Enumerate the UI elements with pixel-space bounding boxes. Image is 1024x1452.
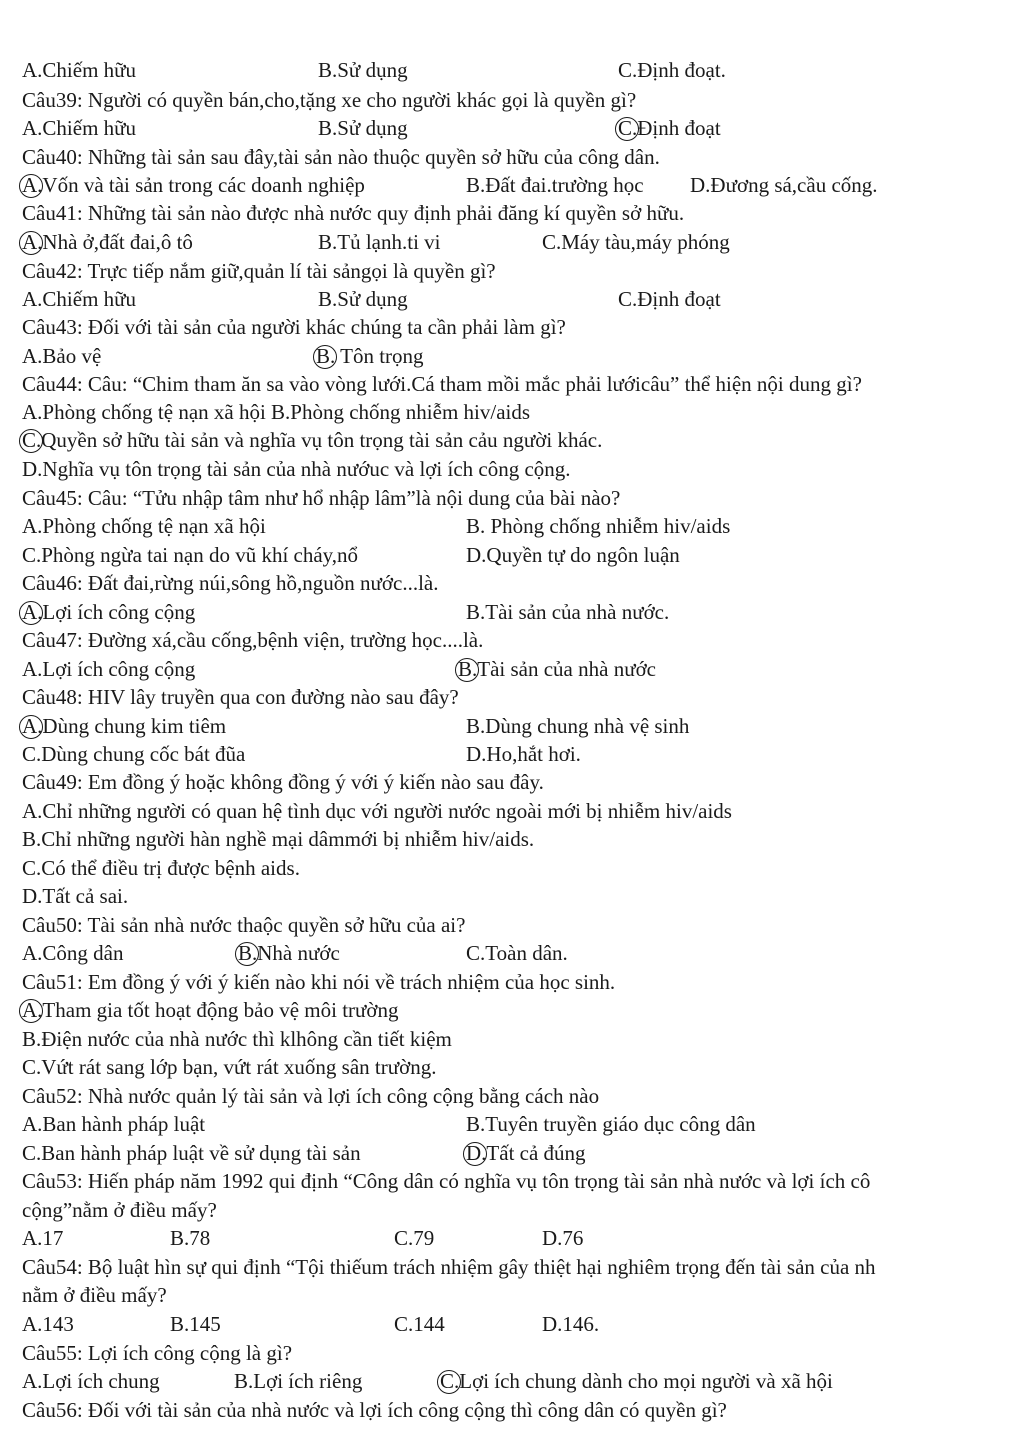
option-c: C.Máy tàu,máy phóng xyxy=(542,230,730,254)
option-a: A.Chiếm hữu xyxy=(22,58,137,82)
answer-row-q39 xyxy=(0,114,1024,142)
question-text: Câu43: Đối với tài sản của người khác chúng ta cần phải làm gì? xyxy=(22,315,566,339)
answer-row-q52-ab xyxy=(0,1110,1024,1138)
question-text: Câu42: Trực tiếp nắm giữ,quản lí tài sảngọi là quyền gì? xyxy=(22,259,496,283)
question-47 xyxy=(0,626,1024,654)
answer-row-q51-c xyxy=(0,1053,1024,1081)
option-b: B.Chỉ những người hàn nghề mại dâmmới bị nhiễm hiv/aids. xyxy=(22,827,535,851)
question-48 xyxy=(0,683,1024,711)
question-43 xyxy=(0,313,1024,341)
question-40 xyxy=(0,143,1024,171)
option-c: C.144 xyxy=(394,1312,445,1336)
option-b: B.Lợi ích riêng xyxy=(234,1369,363,1393)
option-d: D.Ho,hắt hơi. xyxy=(466,742,581,766)
option-a: A.Chiếm hữu xyxy=(22,287,137,311)
answer-row-q43 xyxy=(0,342,1024,370)
question-text: Câu56: Đối với tài sản của nhà nước và lợi ích công cộng thì công dân có quyền gì? xyxy=(22,1398,727,1422)
option-c-circled: C.Quyền sở hữu tài sản và nghĩa vụ tôn trọng tài sản cảu người khác. xyxy=(22,428,603,452)
option-b-circled: B.Tài sản của nhà nước xyxy=(458,657,657,681)
option-c: C.Có thể điều trị được bệnh aids. xyxy=(22,856,300,880)
question-text: Câu52: Nhà nước quản lý tài sản và lợi ích công cộng bằng cách nào xyxy=(22,1084,600,1108)
question-41 xyxy=(0,199,1024,227)
answer-row-q49-c xyxy=(0,854,1024,882)
question-text: Câu45: Câu: “Tửu nhập tâm như hổ nhập lâm”là nội dung của bài nào? xyxy=(22,486,621,510)
option-b: B.Tuyên truyền giáo dục công dân xyxy=(466,1112,756,1136)
answer-row-q48-ab xyxy=(0,712,1024,740)
question-text-cont: nằm ở điều mấy? xyxy=(22,1283,167,1307)
question-52 xyxy=(0,1082,1024,1110)
answer-row-q42 xyxy=(0,285,1024,313)
question-text: Câu47: Đường xá,cầu cống,bệnh viện, trường học....là. xyxy=(22,628,484,652)
answer-row-q41 xyxy=(0,228,1024,256)
option-a-circled: A.Lợi ích công cộng xyxy=(22,600,196,624)
question-56 xyxy=(0,1396,1024,1424)
question-53 xyxy=(0,1167,1024,1195)
option-b: B.Tài sản của nhà nước. xyxy=(466,600,670,624)
question-text: Câu48: HIV lây truyền qua con đường nào sau đây? xyxy=(22,685,459,709)
question-text: Câu49: Em đồng ý hoặc không đồng ý với ý kiến nào sau đây. xyxy=(22,770,544,794)
answer-row-q45-cd xyxy=(0,541,1024,569)
option-b: B.Dùng chung nhà vệ sinh xyxy=(466,714,690,738)
question-text: Câu46: Đất đai,rừng núi,sông hồ,nguồn nước...là. xyxy=(22,571,439,595)
option-c: C.Phòng ngừa tai nạn do vũ khí cháy,nổ xyxy=(22,543,359,567)
option-d: D.Nghĩa vụ tôn trọng tài sản của nhà nướuc và lợi ích công cộng. xyxy=(22,457,571,481)
option-d: D.Quyền tự do ngôn luận xyxy=(466,543,680,567)
answer-row-q51-b xyxy=(0,1025,1024,1053)
question-49 xyxy=(0,768,1024,796)
question-text: Câu55: Lợi ích công cộng là gì? xyxy=(22,1341,293,1365)
option-a: A.143 xyxy=(22,1312,74,1336)
option-c: C.Ban hành pháp luật về sử dụng tài sản xyxy=(22,1141,361,1165)
question-39 xyxy=(0,86,1024,114)
option-d: D.146. xyxy=(542,1312,600,1336)
question-53-cont xyxy=(0,1196,1024,1224)
option-a: A.Lợi ích công cộng xyxy=(22,657,196,681)
answer-row-q51-a xyxy=(0,996,1024,1024)
option-b: B.Đất đai.trường học xyxy=(466,173,644,197)
option-a-circled: A.Tham gia tốt hoạt động bảo vệ môi trường xyxy=(22,998,399,1022)
option-a: A.Chỉ những người có quan hệ tình dục với người nước ngoài mới bị nhiễm hiv/aids xyxy=(22,799,732,823)
question-text: Câu39: Người có quyền bán,cho,tặng xe cho người khác gọi là quyền gì? xyxy=(22,88,637,112)
option-b: B.Sử dụng xyxy=(318,58,408,82)
answer-row-q44-ab xyxy=(0,398,1024,426)
option-d: D.Tất cả sai. xyxy=(22,884,129,908)
answer-row-q53 xyxy=(0,1224,1024,1252)
option-a: A.Công dân xyxy=(22,941,124,965)
question-55 xyxy=(0,1339,1024,1367)
option-a: A.17 xyxy=(22,1226,64,1250)
option-b: B.145 xyxy=(170,1312,221,1336)
answer-row-q38 xyxy=(0,56,1024,84)
question-text: Câu40: Những tài sản sau đây,tài sản nào thuộc quyền sở hữu của công dân. xyxy=(22,145,660,169)
option-c: C.Toàn dân. xyxy=(466,941,568,965)
answer-row-q45-ab xyxy=(0,512,1024,540)
answer-row-q52-cd xyxy=(0,1139,1024,1167)
question-54 xyxy=(0,1253,1024,1281)
answer-row-q46 xyxy=(0,598,1024,626)
option-b: B.Tủ lạnh.ti vi xyxy=(318,230,441,254)
answer-row-q49-a xyxy=(0,797,1024,825)
option-a-b: A.Phòng chống tệ nạn xã hội B.Phòng chống nhiễm hiv/aids xyxy=(22,400,531,424)
option-d: D.76 xyxy=(542,1226,584,1250)
answer-row-q40 xyxy=(0,171,1024,199)
question-54-cont xyxy=(0,1281,1024,1309)
option-c: C.Vứt rát sang lớp bạn, vứt rát xuống sân trường. xyxy=(22,1055,437,1079)
question-text-cont: cộng”nằm ở điều mấy? xyxy=(22,1198,217,1222)
answer-row-q55 xyxy=(0,1367,1024,1395)
option-a-circled: A.Nhà ở,đất đai,ô tô xyxy=(22,230,193,254)
question-text: Câu51: Em đồng ý với ý kiến nào khi nói về trách nhiệm của học sinh. xyxy=(22,970,616,994)
option-d: D.Đương sá,cầu cống. xyxy=(690,173,878,197)
option-c-circled: C.Định đoạt xyxy=(618,116,721,140)
answer-row-q50 xyxy=(0,939,1024,967)
option-a-circled: A.Dùng chung kim tiêm xyxy=(22,714,227,738)
question-45 xyxy=(0,484,1024,512)
option-a: A.Ban hành pháp luật xyxy=(22,1112,206,1136)
option-c-circled: C.Lợi ích chung dành cho mọi người và xã hội xyxy=(440,1369,833,1393)
answer-row-q44-d xyxy=(0,455,1024,483)
option-a: A.Phòng chống tệ nạn xã hội xyxy=(22,514,266,538)
question-text: Câu50: Tài sản nhà nước thaộc quyền sở hữu của ai? xyxy=(22,913,466,937)
question-text: Câu53: Hiến pháp năm 1992 qui định “Công dân có nghĩa vụ tôn trọng tài sản nhà nước và lợi ích cô xyxy=(22,1169,871,1193)
option-c: C.Dùng chung cốc bát đũa xyxy=(22,742,246,766)
option-a: A.Bảo vệ xyxy=(22,344,102,368)
answer-row-q49-b xyxy=(0,825,1024,853)
option-d-circled: D.Tất cả đúng xyxy=(466,1141,586,1165)
option-a: A.Lợi ích chung xyxy=(22,1369,160,1393)
question-44 xyxy=(0,370,1024,398)
answer-row-q49-d xyxy=(0,882,1024,910)
option-c: C.79 xyxy=(394,1226,435,1250)
option-a: A.Chiếm hữu xyxy=(22,116,137,140)
option-b: B.Điện nước của nhà nước thì klhông cần tiết kiệm xyxy=(22,1027,452,1051)
option-b-circled: B.Nhà nước xyxy=(238,941,340,965)
answer-row-q54 xyxy=(0,1310,1024,1338)
answer-row-q44-c xyxy=(0,426,1024,454)
option-c: C.Định đoạt. xyxy=(618,58,726,82)
option-c: C.Định đoạt xyxy=(618,287,721,311)
question-51 xyxy=(0,968,1024,996)
question-text: Câu44: Câu: “Chim tham ăn sa vào vòng lưới.Cá tham mồi mắc phải lướicâu” thể hiện nội dung gì? xyxy=(22,372,862,396)
answer-row-q48-cd xyxy=(0,740,1024,768)
option-b: B.78 xyxy=(170,1226,211,1250)
option-b: B.Sử dụng xyxy=(318,116,408,140)
question-46 xyxy=(0,569,1024,597)
option-b: B. Phòng chống nhiễm hiv/aids xyxy=(466,514,731,538)
answer-row-q47 xyxy=(0,655,1024,683)
question-text: Câu54: Bộ luật hìn sự qui định “Tội thiếum trách nhiệm gây thiệt hại nghiêm trọng đến tài sản của nh xyxy=(22,1255,876,1279)
option-b-circled: B. Tôn trọng xyxy=(316,344,424,368)
question-42 xyxy=(0,257,1024,285)
question-50 xyxy=(0,911,1024,939)
option-b: B.Sử dụng xyxy=(318,287,408,311)
question-text: Câu41: Những tài sản nào được nhà nước quy định phải đăng kí quyền sở hữu. xyxy=(22,201,685,225)
option-a-circled: A.Vốn và tài sản trong các doanh nghiệp xyxy=(22,173,365,197)
